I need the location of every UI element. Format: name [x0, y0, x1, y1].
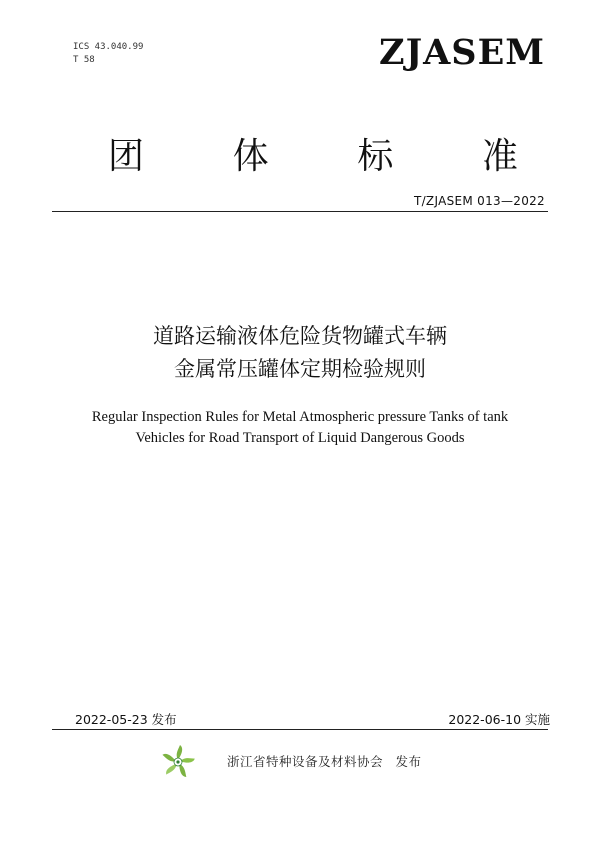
- standard-type-char: 准: [481, 136, 518, 177]
- title-english-line-1: Regular Inspection Rules for Metal Atmospheric pressure Tanks of tank: [91, 409, 509, 425]
- publisher-name: 浙江省特种设备及材料协会: [227, 754, 384, 769]
- title-chinese-line-2: 金属常压罐体定期检验规则: [174, 357, 426, 381]
- title-chinese-line-1: 道路运输液体危险货物罐式车辆: [153, 324, 447, 348]
- standard-type-heading: [108, 128, 518, 179]
- ccs-code: T 58: [73, 55, 95, 65]
- association-logo-icon: [160, 744, 196, 780]
- standard-type-char: 体: [232, 136, 269, 177]
- standard-type-char: 团: [108, 136, 145, 177]
- publisher-action: 发布: [395, 754, 422, 769]
- implementation-date: 2022-06-10 实施: [448, 712, 550, 727]
- bottom-divider: [52, 729, 548, 730]
- publisher-line: [227, 752, 422, 770]
- standard-type-char: 标: [357, 136, 394, 177]
- brand-logo-text: ZJASEM: [379, 32, 545, 73]
- standard-number: T/ZJASEM 013—2022: [413, 194, 545, 208]
- classification-codes: [73, 41, 143, 67]
- top-divider: [52, 211, 548, 212]
- ics-code: ICS 43.040.99: [73, 42, 144, 52]
- issue-date: 2022-05-23 发布: [75, 712, 177, 727]
- title-english-line-2: Vehicles for Road Transport of Liquid Dangerous Goods: [135, 430, 465, 446]
